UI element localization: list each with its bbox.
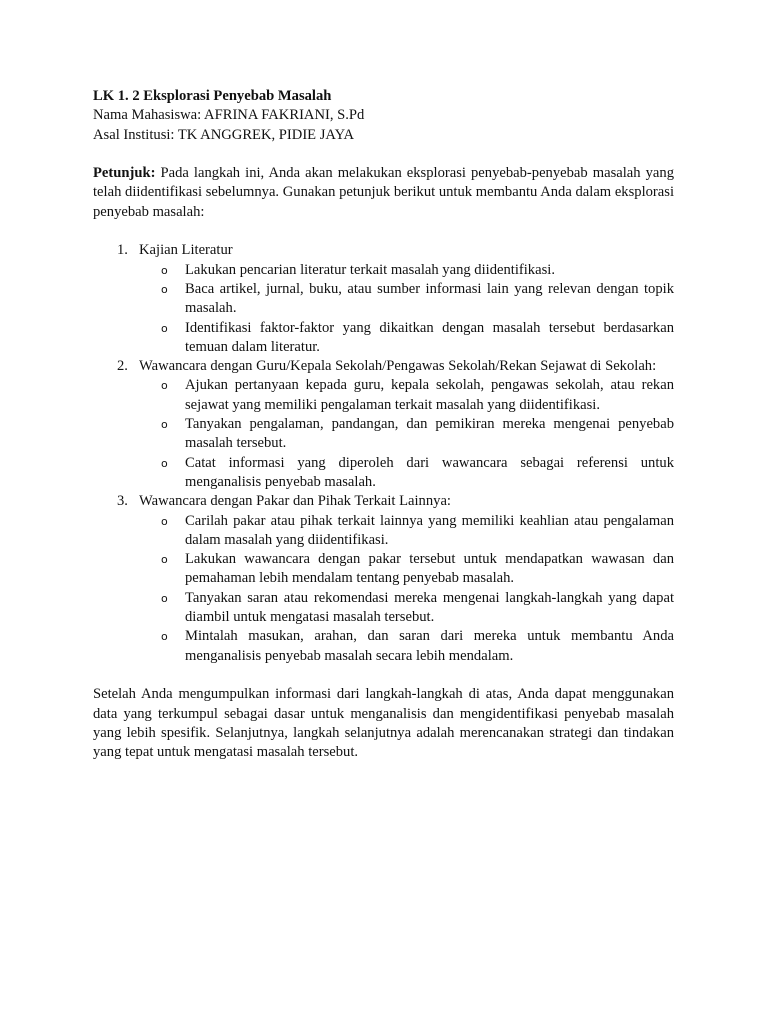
sub-item-text: Mintalah masukan, arahan, dan saran dari mereka untuk membantu Anda menganalisis penyebab masalah secara lebih mendalam. [185, 628, 674, 664]
sub-item [139, 280, 674, 319]
sub-item [139, 319, 674, 358]
sub-list [139, 512, 674, 666]
steps-list [93, 241, 674, 666]
bullet-icon: o [161, 321, 168, 335]
sub-item [139, 261, 674, 280]
spacer [93, 666, 674, 685]
sub-item-text: Tanyakan saran atau rekomendasi mereka mengenai langkah-langkah yang dapat diambil untuk mengatasi masalah tersebut. [185, 589, 674, 626]
sub-item-text: Catat informasi yang diperoleh dari wawancara sebagai referensi untuk menganalisis penyebab masalah. [185, 454, 674, 490]
bullet-icon: o [161, 591, 168, 605]
bullet-icon: o [161, 456, 168, 470]
bullet-icon: o [161, 379, 168, 393]
sub-item-text: Lakukan wawancara dengan pakar tersebut untuk mendapatkan wawasan dan pemahaman lebih mendalam tentang penyebab masalah. [185, 551, 674, 587]
step-item [93, 357, 674, 492]
sub-item-text: Tanyakan pengalaman, pandangan, dan pemikiran mereka mengenai penyebab masalah tersebut. [185, 416, 674, 452]
sub-list [139, 261, 674, 357]
bullet-icon: o [161, 418, 168, 432]
step-title: Kajian Literatur [139, 242, 233, 259]
step-number: 2. [117, 358, 128, 375]
sub-item [139, 627, 674, 666]
sub-item-text: Baca artikel, jurnal, buku, atau sumber informasi lain yang relevan dengan topik masalah. [185, 280, 674, 317]
sub-item [139, 512, 674, 551]
step-item [93, 492, 674, 666]
spacer [93, 145, 674, 164]
conclusion-paragraph: Setelah Anda mengumpulkan informasi dari langkah-langkah di atas, Anda dapat menggunakan data yang terkumpul sebagai dasar untuk menganalisis dan mengidentifikasi penyebab masalah yang lebih spesifik. Selanjutnya, langkah selanjutnya adalah merencanakan strategi dan tindakan yang tepat untuk mengatasi masalah tersebut. [93, 686, 674, 761]
intro-label: Petunjuk: [93, 165, 156, 182]
sub-item [139, 589, 674, 628]
step-title: Wawancara dengan Guru/Kepala Sekolah/Pengawas Sekolah/Rekan Sejawat di Sekolah: [139, 358, 657, 375]
intro-text: Pada langkah ini, Anda akan melakukan eksplorasi penyebab-penyebab masalah yang telah diidentifikasi sebelumnya. Gunakan petunjuk berikut untuk membantu Anda dalam eksplorasi penyebab masalah: [93, 165, 674, 220]
sub-item-text: Lakukan pencarian literatur terkait masalah yang diidentifikasi. [185, 261, 555, 278]
spacer [93, 222, 674, 241]
sub-item [139, 376, 674, 415]
bullet-icon: o [161, 553, 168, 567]
step-number: 1. [117, 242, 128, 259]
sub-item [139, 454, 674, 493]
sub-item [139, 550, 674, 589]
institution-name: Asal Institusi: TK ANGGREK, PIDIE JAYA [93, 126, 355, 143]
sub-item-text: Ajukan pertanyaan kepada guru, kepala sekolah, pengawas sekolah, atau rekan sejawat yang memiliki pengalaman terkait masalah yang diidentifikasi. [185, 377, 674, 413]
sub-item-text: Identifikasi faktor-faktor yang dikaitkan dengan masalah tersebut berdasarkan temuan dalam literatur. [185, 319, 674, 355]
step-title: Wawancara dengan Pakar dan Pihak Terkait Lainnya: [139, 493, 451, 510]
document-title: LK 1. 2 Eksplorasi Penyebab Masalah [93, 88, 332, 104]
sub-item-text: Carilah pakar atau pihak terkait lainnya yang memiliki keahlian atau pengalaman dalam masalah yang diidentifikasi. [185, 512, 674, 548]
sub-item [139, 415, 674, 454]
bullet-icon: o [161, 514, 168, 528]
intro-paragraph [93, 164, 674, 222]
bullet-icon: o [161, 630, 168, 644]
sub-list [139, 376, 674, 492]
step-number: 3. [117, 493, 128, 510]
bullet-icon: o [161, 263, 168, 277]
bullet-icon: o [161, 282, 168, 296]
step-item [93, 241, 674, 357]
student-name: Nama Mahasiswa: AFRINA FAKRIANI, S.Pd [93, 107, 365, 124]
